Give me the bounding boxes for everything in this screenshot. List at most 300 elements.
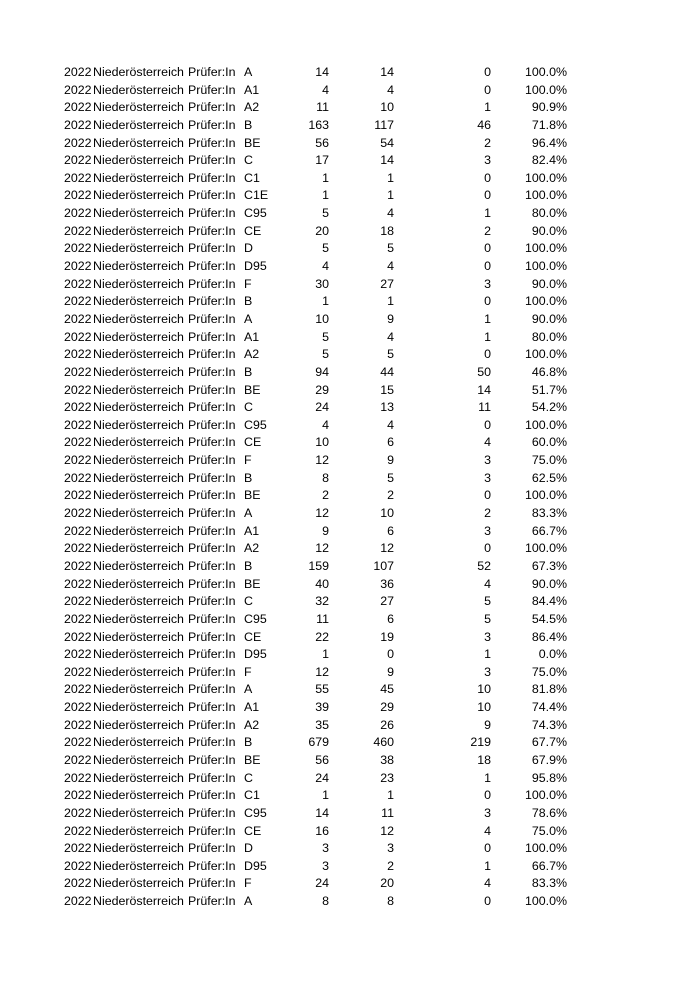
region-cell: Niederösterreich xyxy=(93,541,184,556)
pass-rate-cell: 100.0% xyxy=(524,82,567,97)
failed-count-cell: 5 xyxy=(484,611,491,626)
failed-count-cell: 3 xyxy=(484,276,491,291)
year-cell: 2022 xyxy=(64,223,92,238)
passed-count-cell: 54 xyxy=(380,135,394,150)
passed-count-cell: 20 xyxy=(380,876,394,891)
passed-count-cell: 15 xyxy=(380,382,394,397)
table-row xyxy=(64,293,574,311)
year-cell: 2022 xyxy=(64,453,92,468)
table-row xyxy=(64,664,574,682)
year-cell: 2022 xyxy=(64,770,92,785)
region-cell: Niederösterreich xyxy=(93,364,184,379)
table-row xyxy=(64,117,574,135)
examiner-role-cell: Prüfer:In xyxy=(188,294,236,309)
passed-count-cell: 11 xyxy=(381,805,394,820)
examiner-role-cell: Prüfer:In xyxy=(188,576,236,591)
table-row xyxy=(64,840,574,858)
total-count-cell: 1 xyxy=(322,294,329,309)
table-row xyxy=(64,593,574,611)
passed-count-cell: 27 xyxy=(380,594,394,609)
table-row xyxy=(64,558,574,576)
failed-count-cell: 0 xyxy=(484,894,491,909)
pass-rate-cell: 81.8% xyxy=(531,682,567,697)
license-class-cell: BE xyxy=(244,488,261,503)
passed-count-cell: 2 xyxy=(387,858,394,873)
passed-count-cell: 4 xyxy=(387,417,394,432)
total-count-cell: 8 xyxy=(322,470,329,485)
license-class-cell: C xyxy=(244,400,253,415)
table-row xyxy=(64,752,574,770)
license-class-cell: BE xyxy=(244,752,261,767)
passed-count-cell: 5 xyxy=(387,241,394,256)
failed-count-cell: 4 xyxy=(484,876,491,891)
pass-rate-cell: 100.0% xyxy=(524,894,567,909)
pass-rate-cell: 100.0% xyxy=(524,170,567,185)
year-cell: 2022 xyxy=(64,876,92,891)
year-cell: 2022 xyxy=(64,788,92,803)
total-count-cell: 10 xyxy=(315,435,329,450)
total-count-cell: 12 xyxy=(315,664,329,679)
failed-count-cell: 1 xyxy=(484,329,491,344)
passed-count-cell: 460 xyxy=(373,735,394,750)
region-cell: Niederösterreich xyxy=(93,841,184,856)
passed-count-cell: 8 xyxy=(387,894,394,909)
license-class-cell: A xyxy=(244,65,253,79)
table-row xyxy=(64,329,574,347)
pass-rate-cell: 90.9% xyxy=(531,100,567,115)
failed-count-cell: 0 xyxy=(484,65,491,79)
year-cell: 2022 xyxy=(64,858,92,873)
license-class-cell: A1 xyxy=(244,82,260,97)
table-row xyxy=(64,875,574,893)
passed-count-cell: 4 xyxy=(387,259,394,274)
year-cell: 2022 xyxy=(64,894,92,909)
passed-count-cell: 1 xyxy=(387,170,394,185)
region-cell: Niederösterreich xyxy=(93,170,184,185)
year-cell: 2022 xyxy=(64,664,92,679)
examiner-role-cell: Prüfer:In xyxy=(188,153,236,168)
license-class-cell: C95 xyxy=(244,417,267,432)
total-count-cell: 12 xyxy=(315,506,329,521)
examiner-role-cell: Prüfer:In xyxy=(188,894,236,909)
total-count-cell: 24 xyxy=(315,770,329,785)
failed-count-cell: 1 xyxy=(484,206,491,221)
failed-count-cell: 219 xyxy=(470,735,491,750)
total-count-cell: 1 xyxy=(322,788,329,803)
license-class-cell: BE xyxy=(244,135,261,150)
pass-rate-cell: 100.0% xyxy=(524,788,567,803)
table-row xyxy=(64,717,574,735)
failed-count-cell: 0 xyxy=(484,841,491,856)
region-cell: Niederösterreich xyxy=(93,435,184,450)
examiner-role-cell: Prüfer:In xyxy=(188,259,236,274)
license-class-cell: C95 xyxy=(244,206,267,221)
pass-rate-cell: 80.0% xyxy=(531,329,567,344)
examiner-role-cell: Prüfer:In xyxy=(188,858,236,873)
failed-count-cell: 3 xyxy=(484,664,491,679)
examiner-role-cell: Prüfer:In xyxy=(188,453,236,468)
failed-count-cell: 14 xyxy=(477,382,491,397)
region-cell: Niederösterreich xyxy=(93,470,184,485)
region-cell: Niederösterreich xyxy=(93,206,184,221)
license-class-cell: A2 xyxy=(244,541,260,556)
passed-count-cell: 18 xyxy=(380,223,394,238)
failed-count-cell: 46 xyxy=(477,117,491,132)
table-row xyxy=(64,240,574,258)
passed-count-cell: 13 xyxy=(380,400,394,415)
examiner-role-cell: Prüfer:In xyxy=(188,752,236,767)
license-class-cell: A xyxy=(244,894,253,909)
table-row xyxy=(64,893,574,911)
license-class-cell: B xyxy=(244,117,253,132)
table-row xyxy=(64,64,574,82)
region-cell: Niederösterreich xyxy=(93,752,184,767)
year-cell: 2022 xyxy=(64,576,92,591)
failed-count-cell: 1 xyxy=(484,858,491,873)
pass-rate-cell: 83.3% xyxy=(531,876,567,891)
total-count-cell: 22 xyxy=(315,629,329,644)
examiner-role-cell: Prüfer:In xyxy=(188,506,236,521)
pass-rate-cell: 100.0% xyxy=(524,488,567,503)
year-cell: 2022 xyxy=(64,294,92,309)
year-cell: 2022 xyxy=(64,311,92,326)
table-row xyxy=(64,223,574,241)
year-cell: 2022 xyxy=(64,558,92,573)
passed-count-cell: 117 xyxy=(374,117,394,132)
region-cell: Niederösterreich xyxy=(93,135,184,150)
total-count-cell: 56 xyxy=(315,135,329,150)
examiner-role-cell: Prüfer:In xyxy=(188,276,236,291)
failed-count-cell: 3 xyxy=(484,153,491,168)
license-class-cell: A2 xyxy=(244,347,260,362)
examiner-role-cell: Prüfer:In xyxy=(188,347,236,362)
pass-rate-cell: 62.5% xyxy=(531,470,567,485)
pass-rate-cell: 74.4% xyxy=(531,700,567,715)
passed-count-cell: 10 xyxy=(380,506,394,521)
passed-count-cell: 1 xyxy=(387,294,394,309)
region-cell: Niederösterreich xyxy=(93,805,184,820)
examiner-role-cell: Prüfer:In xyxy=(188,364,236,379)
license-class-cell: B xyxy=(244,558,253,573)
table-row xyxy=(64,823,574,841)
failed-count-cell: 4 xyxy=(484,823,491,838)
pass-rate-cell: 84.4% xyxy=(531,594,567,609)
failed-count-cell: 2 xyxy=(484,223,491,238)
failed-count-cell: 0 xyxy=(484,347,491,362)
total-count-cell: 2 xyxy=(322,488,329,503)
pass-rate-cell: 100.0% xyxy=(524,188,567,203)
total-count-cell: 12 xyxy=(315,453,329,468)
failed-count-cell: 3 xyxy=(484,453,491,468)
pass-rate-cell: 82.4% xyxy=(531,153,567,168)
license-class-cell: B xyxy=(244,294,253,309)
table-row xyxy=(64,858,574,876)
examiner-role-cell: Prüfer:In xyxy=(188,117,236,132)
year-cell: 2022 xyxy=(64,506,92,521)
total-count-cell: 3 xyxy=(322,858,329,873)
region-cell: Niederösterreich xyxy=(93,347,184,362)
total-count-cell: 39 xyxy=(315,700,329,715)
total-count-cell: 55 xyxy=(315,682,329,697)
passed-count-cell: 5 xyxy=(387,347,394,362)
region-cell: Niederösterreich xyxy=(93,523,184,538)
license-class-cell: D95 xyxy=(244,259,267,274)
passed-count-cell: 19 xyxy=(380,629,394,644)
pass-rate-cell: 90.0% xyxy=(531,576,567,591)
pass-rate-cell: 51.7% xyxy=(531,382,567,397)
license-class-cell: C1E xyxy=(244,188,269,203)
failed-count-cell: 10 xyxy=(477,700,491,715)
examiner-role-cell: Prüfer:In xyxy=(188,188,236,203)
table-row xyxy=(64,258,574,276)
passed-count-cell: 9 xyxy=(387,311,394,326)
license-class-cell: C95 xyxy=(244,611,267,626)
year-cell: 2022 xyxy=(64,188,92,203)
year-cell: 2022 xyxy=(64,65,92,79)
license-class-cell: D xyxy=(244,841,253,856)
region-cell: Niederösterreich xyxy=(93,770,184,785)
license-class-cell: C xyxy=(244,153,253,168)
table-row xyxy=(64,99,574,117)
failed-count-cell: 0 xyxy=(484,488,491,503)
pass-rate-cell: 83.3% xyxy=(531,506,567,521)
examiner-role-cell: Prüfer:In xyxy=(188,65,236,79)
examiner-role-cell: Prüfer:In xyxy=(188,382,236,397)
pass-rate-cell: 100.0% xyxy=(524,241,567,256)
failed-count-cell: 4 xyxy=(484,576,491,591)
pass-rate-cell: 80.0% xyxy=(531,206,567,221)
year-cell: 2022 xyxy=(64,594,92,609)
examiner-role-cell: Prüfer:In xyxy=(188,823,236,838)
failed-count-cell: 0 xyxy=(484,294,491,309)
total-count-cell: 29 xyxy=(315,382,329,397)
examiner-role-cell: Prüfer:In xyxy=(188,223,236,238)
pass-rate-cell: 75.0% xyxy=(531,823,567,838)
pass-rate-cell: 100.0% xyxy=(524,294,567,309)
year-cell: 2022 xyxy=(64,700,92,715)
examiner-role-cell: Prüfer:In xyxy=(188,470,236,485)
year-cell: 2022 xyxy=(64,629,92,644)
region-cell: Niederösterreich xyxy=(93,65,184,79)
license-class-cell: D95 xyxy=(244,858,267,873)
pass-rate-cell: 100.0% xyxy=(524,259,567,274)
year-cell: 2022 xyxy=(64,329,92,344)
examiner-role-cell: Prüfer:In xyxy=(188,541,236,556)
passed-count-cell: 3 xyxy=(387,841,394,856)
license-class-cell: CE xyxy=(244,223,262,238)
passed-count-cell: 9 xyxy=(387,453,394,468)
license-class-cell: C1 xyxy=(244,170,260,185)
passed-count-cell: 38 xyxy=(380,752,394,767)
total-count-cell: 9 xyxy=(322,523,329,538)
examiner-role-cell: Prüfer:In xyxy=(188,241,236,256)
failed-count-cell: 0 xyxy=(484,82,491,97)
passed-count-cell: 9 xyxy=(387,664,394,679)
table-row xyxy=(64,540,574,558)
failed-count-cell: 0 xyxy=(484,259,491,274)
region-cell: Niederösterreich xyxy=(93,311,184,326)
region-cell: Niederösterreich xyxy=(93,223,184,238)
region-cell: Niederösterreich xyxy=(93,647,184,662)
year-cell: 2022 xyxy=(64,523,92,538)
region-cell: Niederösterreich xyxy=(93,276,184,291)
table-row xyxy=(64,152,574,170)
region-cell: Niederösterreich xyxy=(93,894,184,909)
pass-rate-cell: 74.3% xyxy=(531,717,567,732)
year-cell: 2022 xyxy=(64,259,92,274)
failed-count-cell: 1 xyxy=(484,770,491,785)
passed-count-cell: 44 xyxy=(380,364,394,379)
year-cell: 2022 xyxy=(64,488,92,503)
pass-rate-cell: 90.0% xyxy=(531,223,567,238)
failed-count-cell: 3 xyxy=(484,523,491,538)
passed-count-cell: 1 xyxy=(387,788,394,803)
license-class-cell: CE xyxy=(244,435,262,450)
total-count-cell: 4 xyxy=(322,82,329,97)
region-cell: Niederösterreich xyxy=(93,188,184,203)
license-class-cell: CE xyxy=(244,823,262,838)
year-cell: 2022 xyxy=(64,382,92,397)
examiner-role-cell: Prüfer:In xyxy=(188,594,236,609)
year-cell: 2022 xyxy=(64,153,92,168)
table-row xyxy=(64,576,574,594)
region-cell: Niederösterreich xyxy=(93,788,184,803)
region-cell: Niederösterreich xyxy=(93,329,184,344)
table-row xyxy=(64,382,574,400)
table-row xyxy=(64,82,574,100)
total-count-cell: 16 xyxy=(315,823,329,838)
total-count-cell: 32 xyxy=(315,594,329,609)
year-cell: 2022 xyxy=(64,206,92,221)
year-cell: 2022 xyxy=(64,364,92,379)
total-count-cell: 5 xyxy=(322,347,329,362)
license-class-cell: BE xyxy=(244,382,261,397)
total-count-cell: 679 xyxy=(308,735,329,750)
examiner-role-cell: Prüfer:In xyxy=(188,629,236,644)
passed-count-cell: 29 xyxy=(380,700,394,715)
total-count-cell: 11 xyxy=(316,100,329,115)
year-cell: 2022 xyxy=(64,611,92,626)
total-count-cell: 159 xyxy=(308,558,329,573)
license-class-cell: C xyxy=(244,770,253,785)
pass-rate-cell: 46.8% xyxy=(531,364,567,379)
failed-count-cell: 50 xyxy=(477,364,491,379)
pass-rate-cell: 75.0% xyxy=(531,664,567,679)
failed-count-cell: 3 xyxy=(484,805,491,820)
examiner-role-cell: Prüfer:In xyxy=(188,558,236,573)
data-table xyxy=(64,64,574,911)
region-cell: Niederösterreich xyxy=(93,241,184,256)
table-row xyxy=(64,611,574,629)
passed-count-cell: 14 xyxy=(380,153,394,168)
passed-count-cell: 4 xyxy=(387,206,394,221)
total-count-cell: 35 xyxy=(315,717,329,732)
year-cell: 2022 xyxy=(64,347,92,362)
total-count-cell: 17 xyxy=(315,153,329,168)
table-row xyxy=(64,487,574,505)
region-cell: Niederösterreich xyxy=(93,153,184,168)
pass-rate-cell: 54.5% xyxy=(531,611,567,626)
year-cell: 2022 xyxy=(64,117,92,132)
failed-count-cell: 4 xyxy=(484,435,491,450)
year-cell: 2022 xyxy=(64,82,92,97)
pass-rate-cell: 0.0% xyxy=(538,647,567,662)
table-row xyxy=(64,681,574,699)
failed-count-cell: 0 xyxy=(484,541,491,556)
failed-count-cell: 0 xyxy=(484,188,491,203)
region-cell: Niederösterreich xyxy=(93,558,184,573)
examiner-role-cell: Prüfer:In xyxy=(188,805,236,820)
examiner-role-cell: Prüfer:In xyxy=(188,100,236,115)
total-count-cell: 1 xyxy=(322,188,329,203)
region-cell: Niederösterreich xyxy=(93,259,184,274)
license-class-cell: A1 xyxy=(244,523,260,538)
table-row xyxy=(64,523,574,541)
failed-count-cell: 52 xyxy=(477,558,491,573)
year-cell: 2022 xyxy=(64,647,92,662)
year-cell: 2022 xyxy=(64,135,92,150)
license-class-cell: F xyxy=(244,876,252,891)
examiner-role-cell: Prüfer:In xyxy=(188,611,236,626)
total-count-cell: 56 xyxy=(315,752,329,767)
license-class-cell: F xyxy=(244,664,252,679)
region-cell: Niederösterreich xyxy=(93,100,184,115)
table-row xyxy=(64,417,574,435)
year-cell: 2022 xyxy=(64,170,92,185)
pass-rate-cell: 75.0% xyxy=(531,453,567,468)
failed-count-cell: 2 xyxy=(484,135,491,150)
passed-count-cell: 5 xyxy=(387,470,394,485)
region-cell: Niederösterreich xyxy=(93,700,184,715)
total-count-cell: 12 xyxy=(315,541,329,556)
pass-rate-cell: 100.0% xyxy=(524,417,567,432)
pass-rate-cell: 90.0% xyxy=(531,311,567,326)
passed-count-cell: 26 xyxy=(380,717,394,732)
year-cell: 2022 xyxy=(64,470,92,485)
passed-count-cell: 45 xyxy=(380,682,394,697)
pass-rate-cell: 54.2% xyxy=(531,400,567,415)
table-row xyxy=(64,452,574,470)
license-class-cell: A xyxy=(244,311,253,326)
pass-rate-cell: 100.0% xyxy=(524,65,567,79)
year-cell: 2022 xyxy=(64,400,92,415)
pass-rate-cell: 67.3% xyxy=(531,558,567,573)
table-row xyxy=(64,311,574,329)
passed-count-cell: 10 xyxy=(380,100,394,115)
year-cell: 2022 xyxy=(64,752,92,767)
failed-count-cell: 0 xyxy=(484,241,491,256)
license-class-cell: D xyxy=(244,241,253,256)
examiner-role-cell: Prüfer:In xyxy=(188,206,236,221)
region-cell: Niederösterreich xyxy=(93,876,184,891)
region-cell: Niederösterreich xyxy=(93,594,184,609)
license-class-cell: F xyxy=(244,453,252,468)
region-cell: Niederösterreich xyxy=(93,576,184,591)
table-row xyxy=(64,276,574,294)
examiner-role-cell: Prüfer:In xyxy=(188,788,236,803)
table-row xyxy=(64,787,574,805)
failed-count-cell: 0 xyxy=(484,170,491,185)
license-class-cell: D95 xyxy=(244,647,267,662)
year-cell: 2022 xyxy=(64,417,92,432)
total-count-cell: 5 xyxy=(322,241,329,256)
failed-count-cell: 2 xyxy=(484,506,491,521)
license-class-cell: CE xyxy=(244,629,262,644)
region-cell: Niederösterreich xyxy=(93,488,184,503)
failed-count-cell: 0 xyxy=(484,788,491,803)
pass-rate-cell: 95.8% xyxy=(531,770,567,785)
examiner-role-cell: Prüfer:In xyxy=(188,700,236,715)
